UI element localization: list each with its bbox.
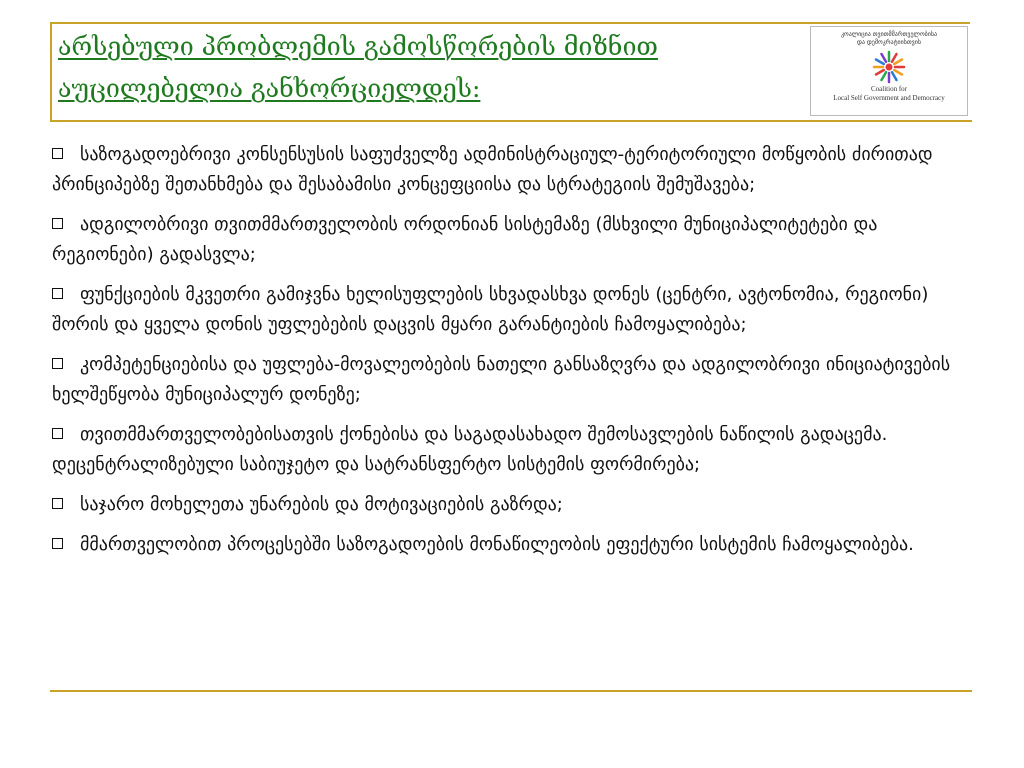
square-bullet-icon: [52, 358, 63, 369]
logo-text-english-1: Coalition for: [871, 85, 907, 93]
square-bullet-icon: [52, 218, 63, 229]
list-item: [52, 490, 952, 520]
logo-ray: [876, 60, 884, 65]
list-item-text: საზოგადოებრივი კონსენსუსის საფუძველზე ადმინისტრაციულ-ტერიტორიული მოწყობის ძირითად პრინციპებზე შეთანხმება და შესაბამისი კონცეფციისა და სტრატეგიის შემუშავება;: [52, 144, 933, 195]
list-item: [52, 210, 952, 270]
logo-text-georgian-1: კოალიცია თვითმმართველობისა: [840, 31, 938, 38]
top-frame-rule: [50, 22, 970, 24]
logo-ray: [892, 54, 897, 62]
list-item: [52, 420, 952, 480]
square-bullet-icon: [52, 428, 63, 439]
logo-star-icon: [871, 49, 907, 85]
title-divider: [50, 120, 972, 122]
logo-ray: [892, 72, 897, 80]
logo-ray: [882, 54, 887, 62]
bullet-list: [52, 140, 952, 570]
slide-title: [58, 26, 798, 118]
logo-ray: [882, 72, 887, 80]
bottom-divider: [50, 690, 972, 692]
logo-center-dot: [886, 64, 893, 71]
list-item-text: კომპეტენციებისა და უფლება-მოვალეობების ნათელი განსაზღვრა და ადგილობრივი ინიციატივების ხელშეწყობა მუნიციპალურ დონეზე;: [52, 354, 951, 405]
logo-ray: [876, 70, 884, 75]
list-item: [52, 280, 952, 340]
square-bullet-icon: [52, 148, 63, 159]
list-item-text: საჯარო მოხელეთა უნარების და მოტივაციების გაზრდა;: [80, 494, 563, 515]
list-item-text: თვითმმართველობებისათვის ქონებისა და საგადასახადო შემოსავლების ნაწილის გადაცემა. დეცენტრალიზებული საბიუჯეტო და სატრანსფერტო სისტემის ფორმირება;: [52, 424, 888, 475]
list-item: [52, 140, 952, 200]
left-frame-rule: [50, 22, 52, 122]
list-item: [52, 530, 952, 560]
logo-text-english-2: Local Self Government and Democracy: [833, 94, 945, 102]
list-item-text: ადგილობრივი თვითმმართველობის ორდონიან სისტემაზე (მსხვილი მუნიციპალიტეტები და რეგიონები) გადასვლა;: [52, 214, 878, 265]
list-item-text: ფუნქციების მკვეთრი გამიჯვნა ხელისუფლების სხვადასხვა დონეს (ცენტრი, ავტონომია, რეგიონი) შორის და ყველა დონის უფლებების დაცვის მყარი გარანტიების ჩამოყალიბება;: [52, 284, 929, 335]
slide-title-line-1: არსებული პრობლემის გამოსწორების მიზნით: [58, 32, 658, 61]
logo-ray: [894, 70, 902, 75]
square-bullet-icon: [52, 288, 63, 299]
slide-title-line-2: აუცილებელია განხორციელდეს:: [58, 74, 481, 103]
logo-ray: [894, 60, 902, 65]
logo-text-georgian-2: და დემოკრატიისთვის: [857, 39, 921, 46]
list-item-text: მმართველობით პროცესებში საზოგადოების მონაწილეობის ეფექტური სისტემის ჩამოყალიბება.: [80, 534, 914, 555]
square-bullet-icon: [52, 498, 63, 509]
list-item: [52, 350, 952, 410]
square-bullet-icon: [52, 538, 63, 549]
coalition-logo: [810, 26, 968, 116]
